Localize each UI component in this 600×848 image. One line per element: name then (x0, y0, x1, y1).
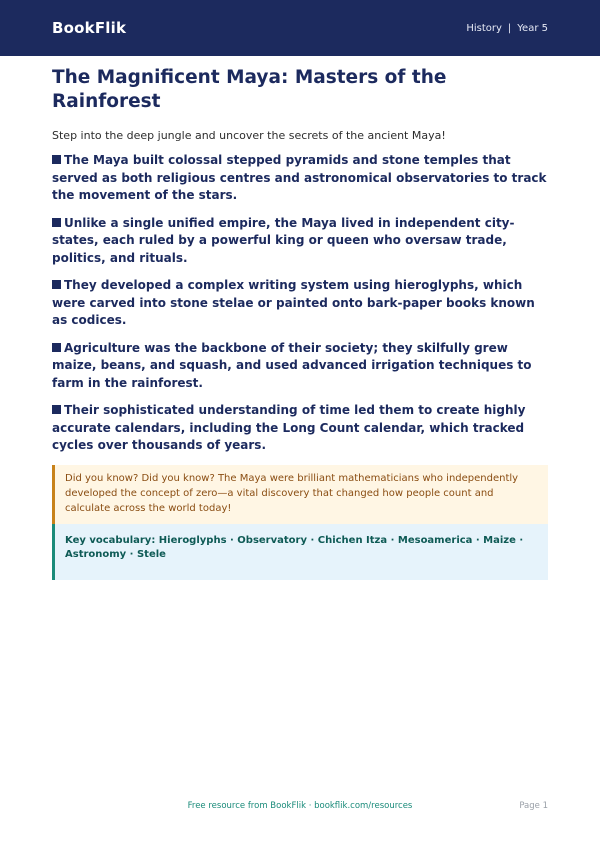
meta-separator: | (507, 22, 512, 34)
fact-item (52, 340, 548, 393)
fact-item (52, 402, 548, 455)
page-title: The Magnificent Maya: Masters of the Rainforest (52, 67, 447, 112)
fact-text: Unlike a single unified empire, the Maya lived in independent city-states, each ruled by a powerful king or queen who oversaw trade, politics, and rituals. (52, 215, 515, 265)
fact-list (52, 152, 548, 455)
did-you-know-callout (52, 465, 548, 524)
square-bullet-icon (52, 405, 61, 414)
main-content (52, 66, 548, 580)
footer-credit-link[interactable]: Free resource from BookFlik · bookflik.com/resources (187, 801, 413, 811)
brand-logo-text: BookFlik (52, 19, 127, 37)
page-number: Page 1 (519, 801, 548, 811)
subject-year-label (466, 23, 548, 34)
fact-text: The Maya built colossal stepped pyramids and stone temples that served as both religious centres and astronomical observatories to track the movement of the stars. (52, 153, 547, 202)
page-footer (52, 801, 548, 815)
fact-item (52, 152, 548, 205)
key-vocabulary-text: Key vocabulary: Hieroglyphs · Observatory · Chichen Itza · Mesoamerica · Maize · Astronomy · Stele (65, 534, 524, 560)
subject-label: History (466, 22, 502, 34)
year-label: Year 5 (517, 22, 548, 34)
page-header (0, 0, 600, 56)
key-vocabulary-box (52, 524, 548, 580)
square-bullet-icon (52, 218, 61, 227)
square-bullet-icon (52, 280, 61, 289)
fact-text: They developed a complex writing system using hieroglyphs, which were carved into stone stelae or painted onto bark-paper books known as codices. (52, 278, 535, 327)
square-bullet-icon (52, 343, 61, 352)
fact-text: Agriculture was the backbone of their society; they skilfully grew maize, beans, and squash, and used advanced irrigation techniques to farm in the rainforest. (52, 340, 532, 390)
did-you-know-text: Did you know? Did you know? The Maya were brilliant mathematicians who independently developed the concept of zero—a vital discovery that changed how people count and calculate across the world today! (65, 472, 519, 514)
fact-item (52, 215, 548, 268)
intro-text: Step into the deep jungle and uncover the secrets of the ancient Maya! (52, 129, 446, 142)
fact-item (52, 277, 548, 330)
square-bullet-icon (52, 155, 61, 164)
fact-text: Their sophisticated understanding of time led them to create highly accurate calendars, including the Long Count calendar, which tracked cycles over thousands of years. (52, 403, 526, 452)
